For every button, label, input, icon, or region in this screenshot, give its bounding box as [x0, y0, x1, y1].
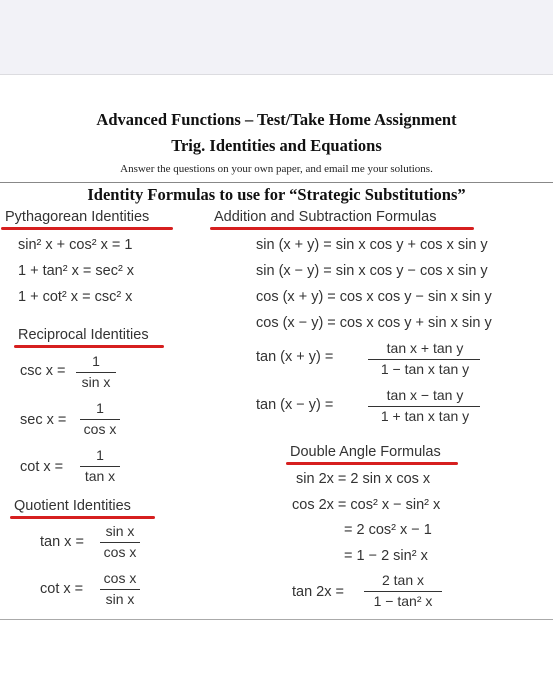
page-subtitle: Trig. Identities and Equations: [171, 136, 382, 155]
divider: [0, 182, 553, 183]
csc-denominator: sin x: [81, 374, 111, 390]
reciprocal-underline: [14, 345, 164, 348]
tan-diff-denominator: 1 + tan x tan y: [380, 408, 470, 424]
tan-sum-numerator: tan x + tan y: [386, 340, 464, 356]
addition-line-1: sin (x + y) = sin x cos y + cos x sin y: [256, 237, 488, 253]
quotient-heading: Quotient Identities: [14, 498, 131, 514]
tan-diff-fraction-bar: [368, 406, 480, 407]
double-cos-line-2: = 2 cos² x − 1: [344, 522, 432, 538]
pythagorean-line-3: 1 + cot² x = csc² x: [18, 289, 133, 305]
double-tan-fraction-bar: [364, 591, 442, 592]
double-angle-underline: [286, 462, 458, 465]
double-tan-numerator: 2 tan x: [381, 572, 425, 588]
quotient-cot-denominator: sin x: [105, 591, 135, 607]
cot-numerator: 1: [96, 447, 104, 463]
quotient-underline: [10, 516, 155, 519]
cot-lhs: cot x =: [20, 459, 64, 475]
csc-fraction-bar: [76, 372, 116, 373]
pythagorean-underline: [1, 227, 173, 230]
sec-lhs: sec x =: [20, 412, 67, 428]
tan-diff-numerator: tan x − tan y: [386, 387, 464, 403]
pythagorean-line-1: sin² x + cos² x = 1: [18, 237, 133, 253]
quotient-cot-lhs: cot x =: [40, 581, 84, 597]
double-cos-line-3: = 1 − 2 sin² x: [344, 548, 428, 564]
quotient-tan-fraction-bar: [100, 542, 140, 543]
csc-lhs: csc x =: [20, 363, 66, 379]
double-tan-lhs: tan 2x =: [292, 584, 344, 600]
tan-diff-lhs: tan (x − y) =: [256, 397, 334, 413]
cot-fraction-bar: [80, 466, 120, 467]
section-title: Identity Formulas to use for “Strategic Substitutions”: [87, 185, 466, 204]
tan-sum-denominator: 1 − tan x tan y: [380, 361, 470, 377]
quotient-cot-fraction-bar: [100, 589, 140, 590]
tan-sum-lhs: tan (x + y) =: [256, 349, 334, 365]
double-sin-line: sin 2x = 2 sin x cos x: [296, 471, 431, 487]
bottom-divider: [0, 619, 553, 620]
double-tan-denominator: 1 − tan² x: [373, 593, 433, 609]
cot-denominator: tan x: [84, 468, 116, 484]
pythagorean-line-2: 1 + tan² x = sec² x: [18, 263, 135, 279]
sec-numerator: 1: [96, 400, 104, 416]
sec-fraction-bar: [80, 419, 120, 420]
top-band: [0, 0, 553, 75]
addition-line-3: cos (x + y) = cos x cos y − sin x sin y: [256, 289, 492, 305]
quotient-cot-numerator: cos x: [103, 570, 137, 586]
addition-underline: [210, 227, 474, 230]
quotient-tan-lhs: tan x =: [40, 534, 84, 550]
instructions: Answer the questions on your own paper, and email me your solutions.: [120, 163, 433, 175]
addition-line-2: sin (x − y) = sin x cos y − cos x sin y: [256, 263, 488, 279]
tan-sum-fraction-bar: [368, 359, 480, 360]
double-angle-heading: Double Angle Formulas: [290, 444, 441, 460]
quotient-tan-numerator: sin x: [105, 523, 135, 539]
csc-numerator: 1: [92, 353, 100, 369]
page-title: Advanced Functions – Test/Take Home Assignment: [96, 110, 457, 129]
reciprocal-heading: Reciprocal Identities: [18, 327, 149, 343]
double-cos-line-1: cos 2x = cos² x − sin² x: [292, 497, 441, 513]
addition-heading: Addition and Subtraction Formulas: [214, 209, 437, 225]
pythagorean-heading: Pythagorean Identities: [5, 209, 150, 225]
sec-denominator: cos x: [83, 421, 117, 437]
quotient-tan-denominator: cos x: [103, 544, 137, 560]
addition-line-4: cos (x − y) = cos x cos y + sin x sin y: [256, 315, 492, 331]
